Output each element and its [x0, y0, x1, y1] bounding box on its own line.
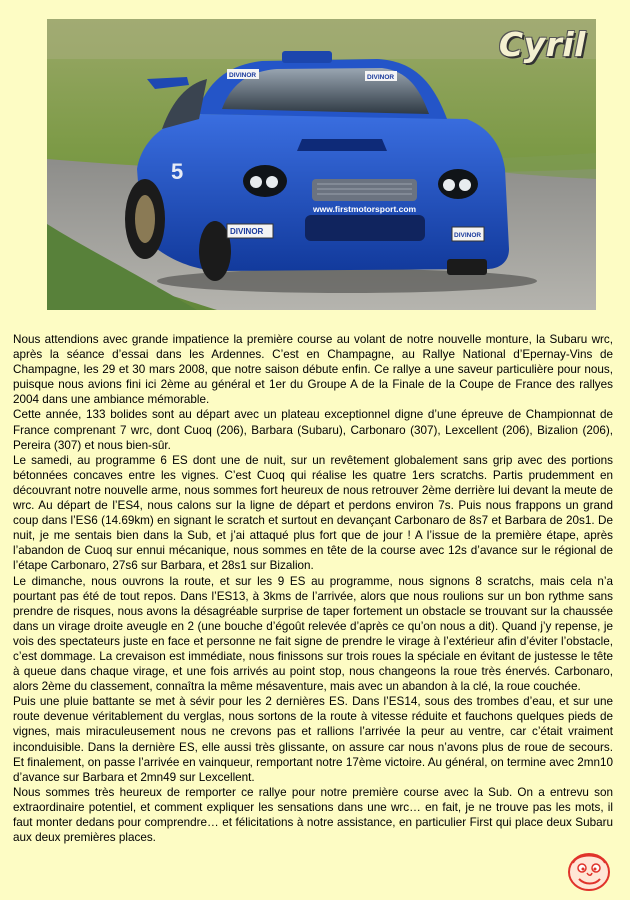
- bumper-url-text: www.firstmotorsport.com: [313, 204, 417, 214]
- article-body: [13, 332, 613, 845]
- article-paragraph: Le samedi, au programme 6 ES dont une de nuit, sur un revêtement globalement sans grip avec des portions bétonnées concaves entre les vignes. C’est Cuoq qui réalise les quatre 1ers scratchs. Partis prudemment en découvrant notre nouvelle arme, nous sommes fort heureux de nous retrouver 2ème derrière lui devant la meute de wrc. Au départ de l’ES4, nous calons sur la ligne de départ et perdons environ 7s. Puis nous frappons un grand coup dans l’ES6 (14.69km) en signant le scratch et surtout en devançant Carbonaro de 8s7 et Barbara de 20s1. De nuit, je me sentais bien dans la Sub, et j’ai attaqué plus fort que de jour ! A l’issue de la première étape, après l’abandon de Cuoq sur ennui mécanique, nous sommes en tête de la course avec 12s d’avance sur le régional de l’étape Carbonaro, 27s6 sur Barbara, et 28s1 sur Bizalion.: [13, 453, 613, 573]
- rally-car-photo: [47, 19, 596, 310]
- windshield-left-text: DIVINOR: [229, 72, 257, 79]
- right-plate-text: DIVINOR: [454, 232, 482, 239]
- article-paragraph: Nous sommes très heureux de remporter ce rallye pour notre première course avec la Sub. On a entrevu son extraordinaire potentiel, et comment expliquer les sensations dans une wrc… en fait, je ne trouve pas les mots, il faut monter dedans pour comprendre… et félicitations à notre assistance, en particulier First qui place deux Subaru aux deux premières places.: [13, 785, 613, 845]
- article-paragraph: Nous attendions avec grande impatience la première course au volant de notre nouvelle monture, la Subaru wrc, après la séance d’essai dans les Ardennes. C’est en Champagne, au Rallye National d’Epernay-Vins de Champagne, les 29 et 30 mars 2008, que notre saison débute enfin. Ce rallye a une saveur particulière pour nous, puisque nous avions fini ici 2ème au général et 1er du Groupe A de la Finale de la Coupe de France des rallyes 2004 dans une ambiance mémorable.: [13, 333, 613, 407]
- article-paragraph: Le dimanche, nous ouvrons la route, et sur les 9 ES au programme, nous signons 8 scratchs, mais cela n’a pourtant pas été de tout repos. Dans l’ES13, à 3kms de l’arrivée, alors que nous roulions sur un bon rythme sans prendre de risques, nous avons la désagréable surprise de taper fortement un obstacle se trouvant sur la chaussée dans un virage droite aveugle en 2 (une bouche d’égoût relevée d’après ce qu’on nous a dit). Quand j’y repense, je vois des spectateurs juste en face et personne ne fait signe de prendre le virage à l’extérieur afin d’éviter l’obstacle, c’est dommage. La crevaison est immédiate, nous finissons sur trois roues la spéciale en évitant de justesse le tête à queue dans chaque virage, et une fois arrivés au point stop, nous changeons la roue très énervés. Carbonaro, alors 2ème du classement, connaîtra la même mésaventure, mais avec un abandon à la clé, la roue couchée.: [13, 574, 613, 694]
- article-paragraph: Cette année, 133 bolides sont au départ avec un plateau exceptionnel digne d’une épreuve de Championnat de France comprenant 7 wrc, dont Cuoq (206), Barbara (Subaru), Carbonaro (307), Lexcellent (206), Bizalion (206), Pereira (307) et nous bien-sûr.: [13, 408, 613, 452]
- photo-title: Cyril: [498, 25, 586, 64]
- windshield-right-text: DIVINOR: [367, 74, 395, 81]
- cartoon-face-icon: [565, 849, 613, 893]
- door-number-text: 5: [171, 159, 184, 184]
- article-paragraph: Puis une pluie battante se met à sévir pour les 2 dernières ES. Dans l’ES14, sous des trombes d’eau, et sur une route devenue véritablement du verglas, nous sortons de la route à vitesse réduite et fauchons quelques pieds de vignes, mais miraculeusement nous ne crevons pas et rallions l’arrivée la peur au ventre, car c’était vraiment inconduisible. Dans la dernière ES, elle aussi très glissante, on assure car nous n’avons plus de roue de secours. Et finalement, on passe l’arrivée en vainqueur, remportant notre 17ème victoire. Au général, on termine avec 2mn10 d’avance sur Barbara et 2mn49 sur Lexcellent.: [13, 695, 613, 784]
- left-plate-text: DIVINOR: [230, 227, 264, 236]
